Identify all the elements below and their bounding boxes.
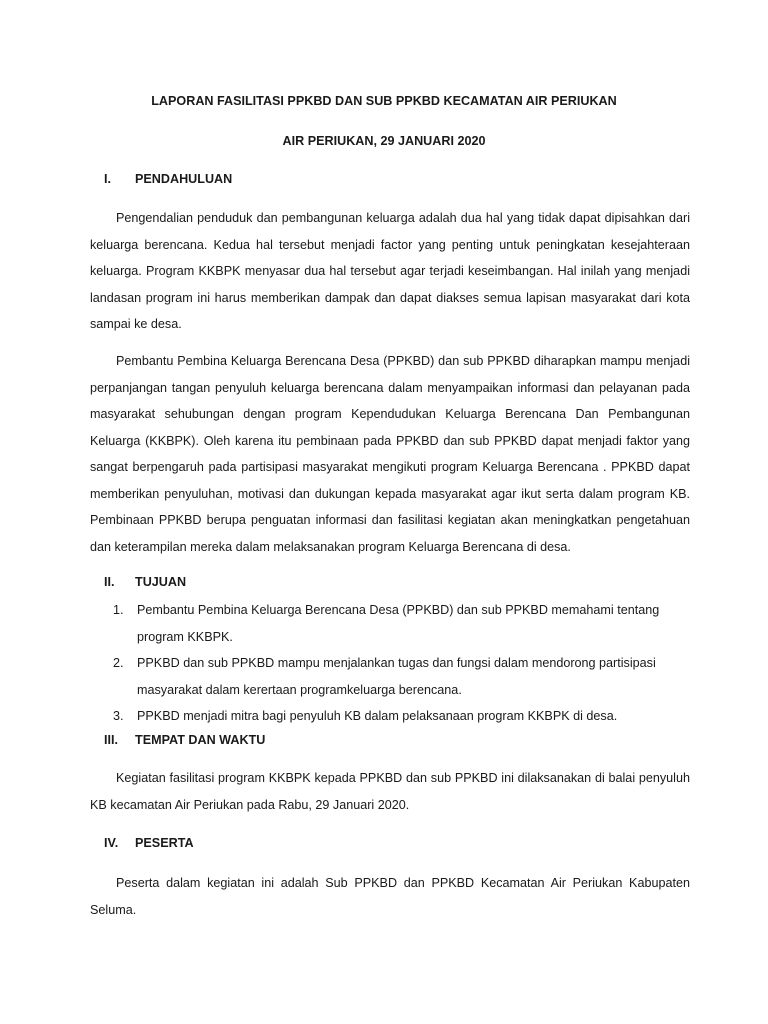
section-number: II.: [104, 575, 115, 589]
section-heading-tempat-dan-waktu: [104, 733, 265, 747]
list-item: [113, 703, 693, 730]
section-number: I.: [104, 172, 111, 186]
document-date: AIR PERIUKAN, 29 JANUARI 2020: [282, 134, 486, 148]
paragraph-text: Kegiatan fasilitasi program KKBPK kepada PPKBD dan sub PPKBD ini dilaksanakan di balai penyuluh KB kecamatan Air Periukan pada Rabu, 29 Januari 2020.: [90, 771, 690, 812]
list-item-text: Pembantu Pembina Keluarga Berencana Desa (PPKBD) dan sub PPKBD memahami tentang program KKBPK.: [137, 603, 660, 644]
list-item-number: 3.: [113, 709, 124, 723]
paragraph-text: Pembantu Pembina Keluarga Berencana Desa (PPKBD) dan sub PPKBD diharapkan mampu menjadi perpanjangan tangan penyuluh keluarga berencana dalam menyampaikan informasi dan pelayanan pada masyarakat sehubungan dengan program Kependudukan Keluarga Berencana Dan Pembangunan Keluarga (KKBPK). Oleh karena itu pembinaan pada PPKBD dan sub PPKBD dapat menjadi faktor yang sangat berpengaruh pada partisipasi masyarakat mengikuti program Keluarga Berencana . PPKBD dapat memberikan penyuluhan, motivasi dan dukungan kepada masyarakat agar ikut serta dalam program KB. Pembinaan PPKBD berupa penguatan informasi dan fasilitasi kegiatan akan meningkatkan pengetahuan dan keterampilan mereka dalam melaksanakan program Keluarga Berencana di desa.: [90, 354, 690, 554]
section-number: IV.: [104, 836, 119, 850]
section-title: PESERTA: [135, 836, 194, 850]
paragraph-text: Pengendalian penduduk dan pembangunan keluarga adalah dua hal yang tidak dapat dipisahkan dari keluarga berencana. Kedua hal tersebut menjadi factor yang penting untuk peningkatan kesejahteraan keluarga. Program KKBPK menyasar dua hal tersebut agar terjadi keseimbangan. Hal inilah yang menjadi landasan program ini harus memberikan dampak dan dapat diakses semua lapisan masyarakat dari kota sampai ke desa.: [90, 211, 690, 331]
section-heading-pendahuluan: [104, 172, 232, 186]
list-item: [113, 597, 693, 650]
tujuan-list: [113, 597, 693, 730]
section-title: PENDAHULUAN: [135, 172, 233, 186]
section-title: TEMPAT DAN WAKTU: [135, 733, 266, 747]
paragraph-peserta: [90, 870, 690, 923]
list-item-number: 1.: [113, 603, 124, 617]
section-number: III.: [104, 733, 118, 747]
paragraph-tempat-dan-waktu: [90, 765, 690, 818]
paragraph-pendahuluan-1: [90, 205, 690, 338]
document-title: LAPORAN FASILITASI PPKBD DAN SUB PPKBD KECAMATAN AIR PERIUKAN: [151, 94, 617, 108]
section-title: TUJUAN: [135, 575, 187, 589]
paragraph-text: Peserta dalam kegiatan ini adalah Sub PPKBD dan PPKBD Kecamatan Air Periukan Kabupaten Seluma.: [90, 876, 690, 917]
list-item-text: PPKBD dan sub PPKBD mampu menjalankan tugas dan fungsi dalam mendorong partisipasi masyarakat dalam kerertaan programkeluarga berencana.: [137, 656, 656, 697]
list-item: [113, 650, 693, 703]
section-heading-tujuan: [104, 575, 186, 589]
list-item-text: PPKBD menjadi mitra bagi penyuluh KB dalam pelaksanaan program KKBPK di desa.: [137, 709, 618, 723]
section-heading-peserta: [104, 836, 194, 850]
list-item-number: 2.: [113, 656, 124, 670]
paragraph-pendahuluan-2: [90, 348, 690, 560]
